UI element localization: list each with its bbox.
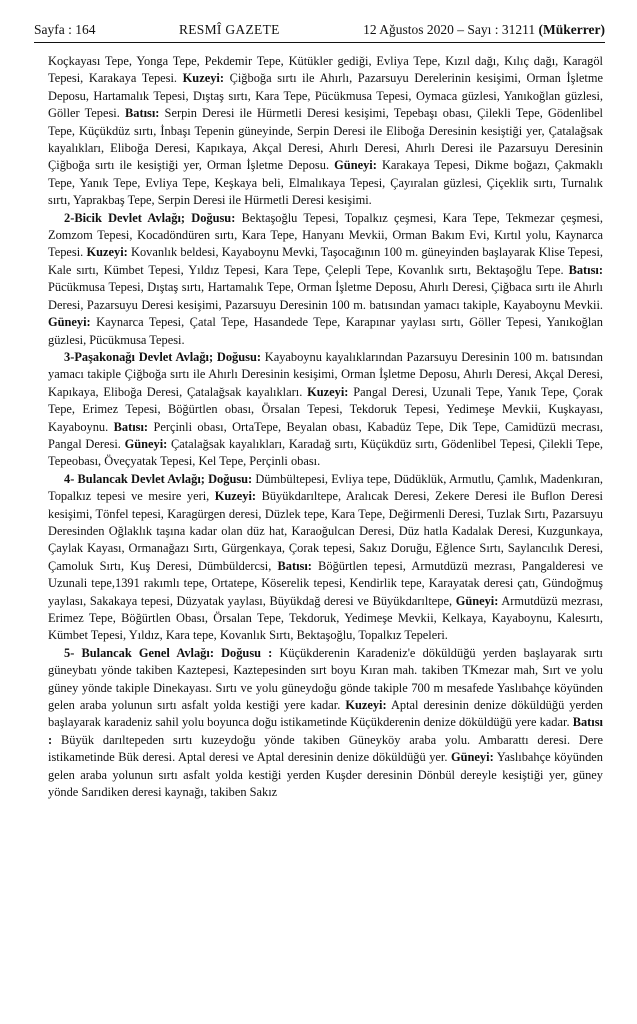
paragraph-text: Koçkayası Tepe, Yonga Tepe, Pekdemir Tepe, Kütükler gediği, Evliya Tepe, Kızıl dağı, Kılıç dağı, Karagöl Tepesi, Karakaya Tepesi.: [48, 54, 603, 86]
section-label: Güneyi:: [334, 158, 377, 173]
section-label: 5- Bulancak Genel Avlağı: Doğusu :: [64, 645, 273, 660]
paragraph-text: Armutdüzü mezrası, Erimez Tepe, Böğürtlen Obası, Örsalan Tepe, Tekdoruk, Yedimeşe Mevkii, Kelkaya, Kayaboynu, Kalesırtı, Kümbet Tepesi, Yıldız, Kara tepe, Kovanlık Sırtı, Bektaşoğlu, Topalkız Tepeleri.: [48, 593, 604, 643]
section-label: Güneyi:: [455, 593, 499, 608]
section-label: Kuzeyi:: [86, 245, 128, 260]
paragraph-text: Büyük darıltepeden sırtı kuzeydoğu yönde takiben Güneyköy araba yolu. Ambarattı deresi. Dere istikametinde Bük deresi. Aptal deresi ve Aptal deresinin denize döküldüğü yer.: [48, 732, 603, 765]
paragraph-text: Büyükdarıltepe, Aralıcak Deresi, Zekere Deresi ile Buflon Deresi kesişimi, Tönfel tepesi, Karagürgen deresi, Düzlek tepe, Kara Tepe, Değirmenli Deresi, Tuzlak Sırtı, Pazarsuyu Deresinden Oğlaklık taşına kadar olan düz hat, Karaoğulcan Deresi, Düz hatla Kadalak Deresi, Kuzgunkaya, Çaylak Kayası, Ormanağazı Sırtı, Gürgenkaya, Çorak tepesi, Sakız Doruğu, Eğlence Sırtı, Saylancılık Deresi, Çamoluk Sırtı, Kuş Deresi, Dümbüldercsi,: [48, 489, 603, 573]
paragraph: [48, 645, 603, 802]
section-label: Güneyi:: [124, 436, 168, 451]
issue-info: [363, 22, 605, 38]
paragraph: [48, 471, 603, 645]
paragraph-text: Perçinli obası, OrtaTepe, Beyalan obası, Kabadüz Tepe, Dik Tepe, Camidüzü mecrası, Pangal Deresi.: [48, 419, 603, 451]
paragraph-text: Pücükmusa Tepesi, Dıştaş sırtı, Hartamalık Tepe, Orman İşletme Deposu, Ahırlı Deresi, Çiğbaca sırtı ile Ahırlı Deresi, Pazarsuyu Deresi kesişimi, Pazarsuyu Deresinin 100 m. batısından yamacı takiple, Kayaboynu Mevkii.: [48, 280, 603, 312]
paragraph-text: Çatalağsak kayalıkları, Karadağ sırtı, Küçükdüz sırtı, Gödenlibel Tepesi, Çilekli Tepe, Tepeobası, Öveçyatak Tepesi, Kel Tepe, Perçinli obası.: [48, 436, 603, 469]
section-label: Batısı:: [568, 262, 603, 277]
paragraph-text: Dümbültepesi, Evliya tepe, Düdüklük, Armutlu, Çamlık, Madenkıran, Topalkız tepesi ve mesire yeri,: [48, 471, 603, 504]
section-label: 3-Paşakonağı Devlet Avlağı; Doğusu:: [64, 349, 261, 364]
paragraph-text: Pangal Deresi, Uzunali Tepe, Yanık Tepe, Çorak Tepe, Erimez Tepesi, Böğürtlen obası, Örsalan Tepesi, Tekdoruk Tepesi, Yedimeşe Mevkii, Kuşkayası, Kayaboynu.: [48, 384, 603, 434]
page-number: Sayfa : 164: [34, 22, 96, 37]
section-label: Batısı:: [124, 106, 160, 121]
page-header: [34, 22, 605, 43]
paragraph-text: Karakaya Tepesi, Dikme boğazı, Çakmaklı Tepe, Yanık Tepe, Evliya Tepe, Keşkaya beli, Elmalıkaya Tepesi, Çayıralan güzlesi, Çiçeklik sırtı, Turnalık sırtı, Yaprakbaş Tepe, Serpin Deresi ile Hürmetli Deresi kesişimi.: [48, 158, 603, 208]
paragraph: [48, 210, 603, 349]
paragraph-text: Kayaboynu kayalıklarından Pazarsuyu Deresinin 100 m. batısından yamacı takiple Çiğboğa sırtı ile Ahırlı Deresinin kesişimi, Orman İşletme Deposu, Ahırlı Deresi, Akçal Deresi, Kapıkaya, Eliboğa Deresi, Çatalağsak kayalıkları.: [48, 349, 603, 399]
paragraph-text: Kaynarca Tepesi, Çatal Tepe, Hasandede Tepe, Karapınar yaylası sırtı, Göller Tepesi, Yanıkoğlan güzlesi, Pücükmusa Tepesi.: [48, 315, 603, 347]
paragraph-text: Serpin Deresi ile Hürmetli Deresi kesişimi, Tepebaşı obası, Çilekli Tepe, Gödenlibel Tepe, Küçükdüz sırtı, İnbaşı Tepenin güneyinde, Serpin Deresi ile Eliboğa Deresinin kesiştiği yer, Çatalağsak kayalıkları, Eliboğa Deresi, Kapıkaya, Akçal Deresi, Ahırlı Deresi, Ahırlı Deresi ile Pazarsuyu Deresinin Çiğboğa sırtı ile kesiştiği yer, Orman İşletme Deposu.: [48, 106, 603, 173]
section-label: 4- Bulancak Devlet Avlağı; Doğusu:: [64, 471, 253, 486]
section-label: Güneyi:: [451, 750, 494, 765]
paragraph: [48, 349, 603, 471]
paragraph-text: Aptal deresinin denize döküldüğü yerden başlayarak karadeniz sahil yolu boyunca doğu istikametinde Küçükderenin denize döküldüğü yere kadar.: [48, 698, 603, 730]
section-label: Batısı :: [48, 715, 603, 747]
section-label: Güneyi:: [48, 315, 91, 330]
paragraph-text: Küçükderenin Karadeniz'e döküldüğü yerden başlayarak sırtı güneybatı yönde takiben Kaztepesi, Kaztepesinden sırt boyu Kıran mah. takiben TKmezar mah, Sırt ve yolu güney yönde takiple Dinekayası. Sırtı ve yolu güneydoğu gönde takiple 700 m mesafede Yaslıbahçe köyünden gelen araba yolunun sırtı asfalt yolda kestiği yere kadar.: [48, 645, 603, 713]
section-label: Batısı:: [277, 558, 312, 573]
paragraph: [48, 53, 603, 210]
issue-date-number: 12 Ağustos 2020 – Sayı : 31211: [363, 22, 539, 37]
paragraph-text: Böğürtlen tepesi, Armutdüzü mezrası, Pangalderesi ve Uzunali tepe,1391 rakımlı tepe, Ortatepe, Köserelik tepesi, Kendirlik tepe, Karayatak deresi çatı, Gündoğmuş yaylası, Sakakaya tepesi, Düzyatak yaylası, Büyükdağ deresi ve Büyükdarıltepe,: [48, 558, 603, 608]
paragraph-text: Kovanlık beldesi, Kayaboynu Mevki, Taşocağının 100 m. güneyinden başlayarak Klise Tepesi, Kale sırtı, Kümbet Tepesi, Yıldız Tepesi, Kara Tepe, Çelepli Tepe, Kovanlık sırtı, Bektaşoğlu Tepe.: [48, 245, 603, 277]
gazette-title: RESMÎ GAZETE: [178, 22, 280, 37]
section-label: 2-Bicik Devlet Avlağı; Doğusu:: [64, 210, 236, 225]
section-label: Kuzeyi:: [345, 698, 387, 713]
section-label: Batısı:: [113, 419, 149, 434]
paragraph-text: Çiğboğa sırtı ile Ahırlı, Pazarsuyu Derelerinin kesişimi, Orman İşletme Deposu, Hartamalık Tepesi, Dıştaş sırtı, Kara Tepe, Pücükmusa Tepesi, Oymaca güzlesi, Yanıkoğlan güzlesi, Göller Tepesi.: [48, 71, 603, 121]
issue-note: (Mükerrer): [538, 22, 605, 37]
section-label: Kuzeyi:: [307, 384, 349, 399]
section-label: Kuzeyi:: [182, 71, 224, 86]
paragraph-text: Yaslıbahçe köyünden gelen araba yolunun sırtı asfalt yolda kestiği yerden Kuşder deresinin Dönbül dereyle kesiştiği yer, güney yönde Sarıdiken deresi kaynağı, takiben Sakız: [48, 750, 603, 800]
document-body: [48, 53, 603, 801]
section-label: Kuzeyi:: [214, 489, 257, 504]
paragraph-text: Bektaşoğlu Tepesi, Topalkız çeşmesi, Kara Tepe, Tekmezar çeşmesi, Zomzom Tepesi, Kocadöndüren sırtı, Kara Tepe, Hanyanı Mevkii, Orman Bakım Evi, Kırtıl yolu, Kaynarca Tepesi.: [48, 210, 603, 260]
